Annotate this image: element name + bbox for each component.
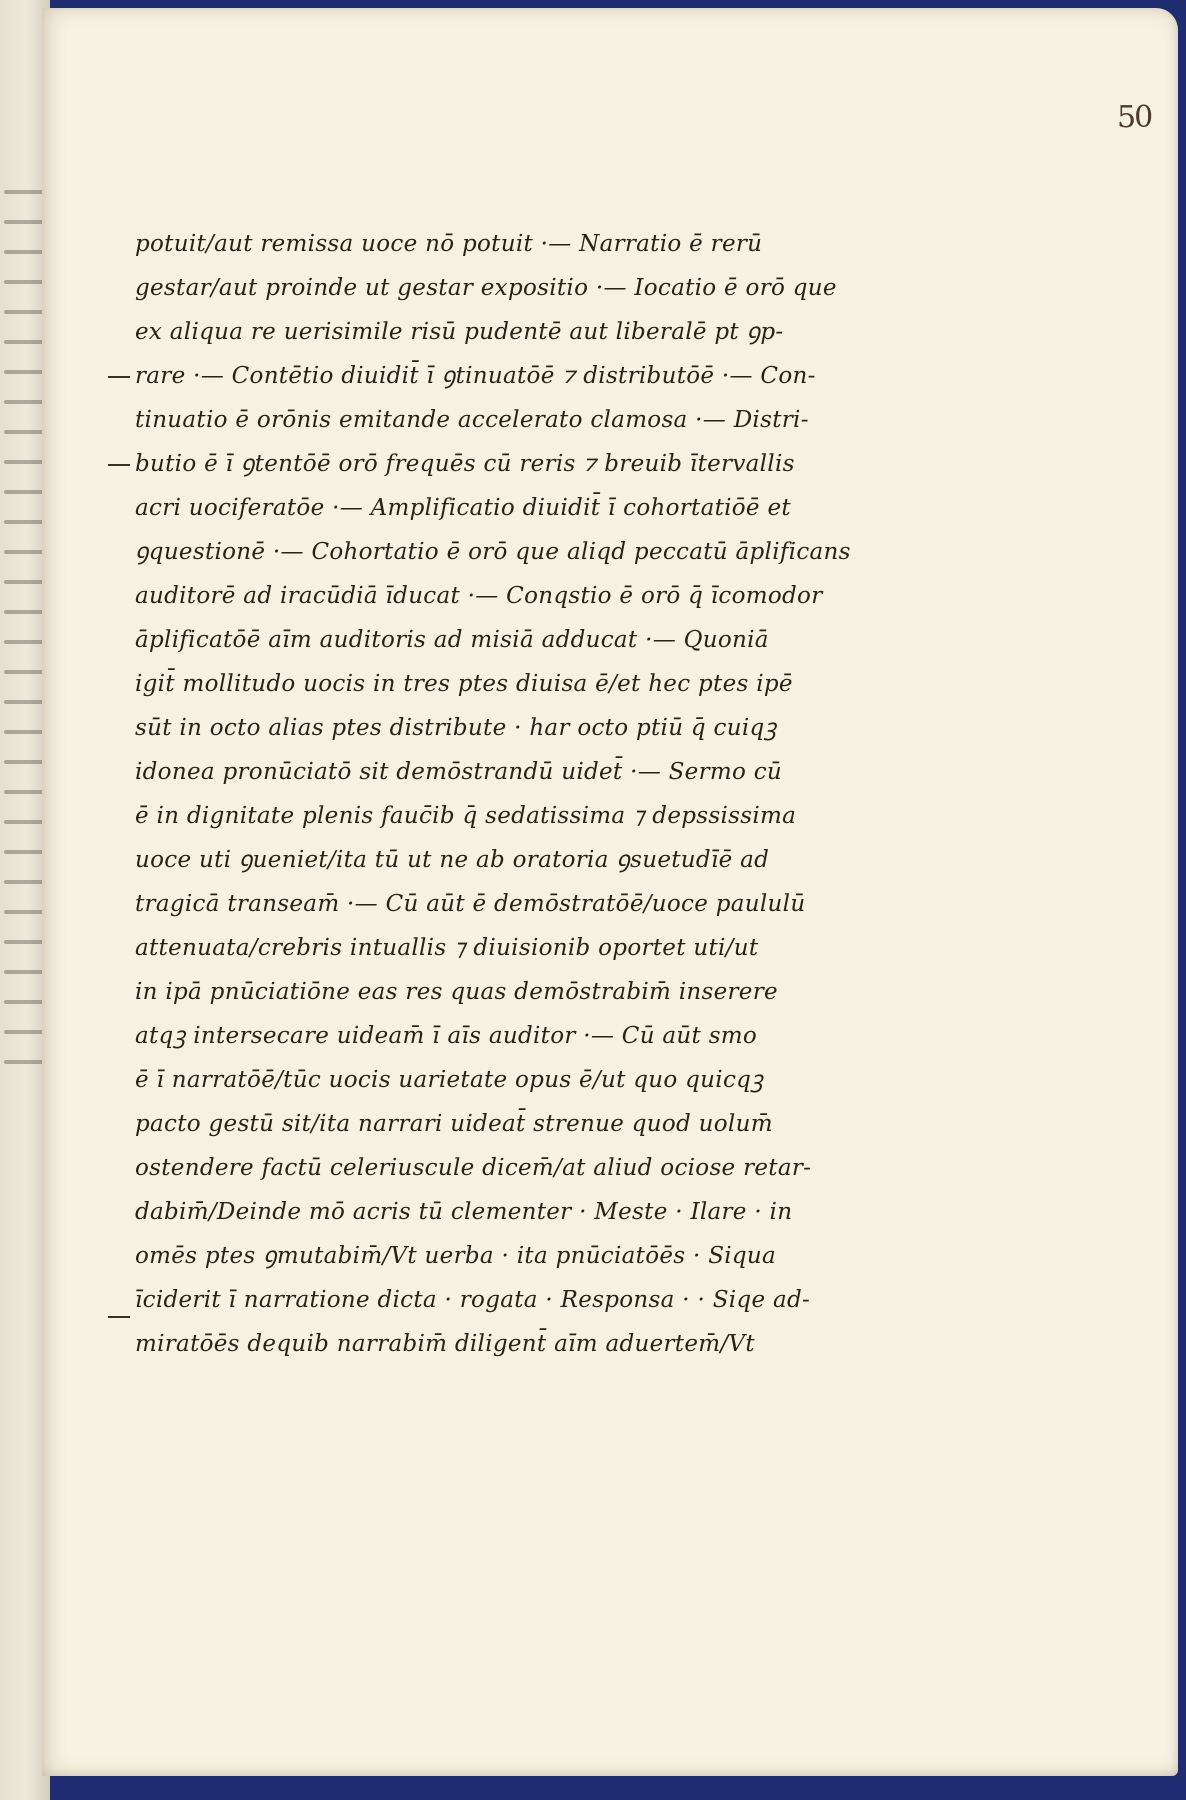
text-line: rare ·— Contētio diuidit̄ ī ꝯtinuatōē ⁊ distributōē ·— Con- xyxy=(135,363,816,389)
text-line: tinuatio ē orōnis emitande accelerato clamosa ·— Distri- xyxy=(135,407,809,433)
text-line: auditorē ad iracūdiā īducat ·— Conqstio ē orō q̄ īcomodor xyxy=(135,583,823,609)
text-line: igit̄ mollitudo uocis in tres ptes diuisa ē/et hec ptes ipē xyxy=(135,671,793,697)
text-line: in ipā pnūciatiōne eas res quas demōstrabim̄ inserere xyxy=(135,979,778,1005)
text-line: ē ī narratōē/tūc uocis uarietate opus ē/ut quo quicqꝫ xyxy=(135,1067,764,1093)
text-line: miratōēs dequib narrabim̄ diligent̄ aīm aduertem̄/Vt xyxy=(135,1331,755,1357)
text-line: tragicā transeam̄ ·— Cū aūt ē demōstratōē/uoce paululū xyxy=(135,891,806,917)
folio-number: 50 xyxy=(1117,100,1152,135)
text-line: attenuata/crebris intuallis ⁊ diuisionib oportet uti/ut xyxy=(135,935,759,961)
text-line: butio ē ī ꝯtentōē orō frequēs cū reris ⁊ breuib ītervallis xyxy=(135,451,795,477)
text-line: ostendere factū celeriuscule dicem̄/at aliud ociose retar- xyxy=(135,1155,812,1181)
manuscript-text xyxy=(135,222,895,1366)
text-line: ex aliqua re uerisimile risū pudentē aut liberalē pt ꝯp- xyxy=(135,319,784,345)
text-line: āplificatōē aīm auditoris ad misiā adducat ·— Quoniā xyxy=(135,627,769,653)
text-line: dabim̄/Deinde mō acris tū clementer · Meste · Ilare · in xyxy=(135,1199,793,1225)
text-line: uoce uti ꝯueniet/ita tū ut ne ab oratoria ꝯsuetudīē ad xyxy=(135,847,770,873)
text-line: pacto gestū sit/ita narrari uideat̄ strenue quod uolum̄ xyxy=(135,1111,773,1137)
margin-mark xyxy=(108,464,130,466)
text-line: ꝯquestionē ·— Cohortatio ē orō que aliqd peccatū āplificans xyxy=(135,539,851,565)
text-line: potuit/aut remissa uoce nō potuit ·— Narratio ē rerū xyxy=(135,231,763,257)
text-line: idonea pronūciatō sit demōstrandū uidet̄ ·— Sermo cū xyxy=(135,759,783,785)
text-line: ē in dignitate plenis fauc̄ib q̄ sedatissima ⁊ depssissima xyxy=(135,803,797,829)
text-line: omēs ptes ꝯmutabim̄/Vt uerba · ita pnūciatōēs · Siqua xyxy=(135,1243,777,1269)
margin-mark xyxy=(108,1316,130,1318)
text-line: atqꝫ intersecare uideam̄ ī aīs auditor ·— Cū aūt smo xyxy=(135,1023,758,1049)
previous-page-text-fragments xyxy=(4,190,44,1090)
margin-mark xyxy=(108,376,130,378)
text-line: sūt in octo alias ptes distribute · har octo ptiū q̄ cuiqꝫ xyxy=(135,715,777,741)
text-line: gestar/aut proinde ut gestar expositio ·— Iocatio ē orō que xyxy=(135,275,837,301)
text-line: īciderit ī narratione dicta · rogata · Responsa · · Siqe ad- xyxy=(135,1287,811,1313)
text-line: acri uociferatōe ·— Amplificatio diuidit̄ ī cohortatiōē et xyxy=(135,495,791,521)
